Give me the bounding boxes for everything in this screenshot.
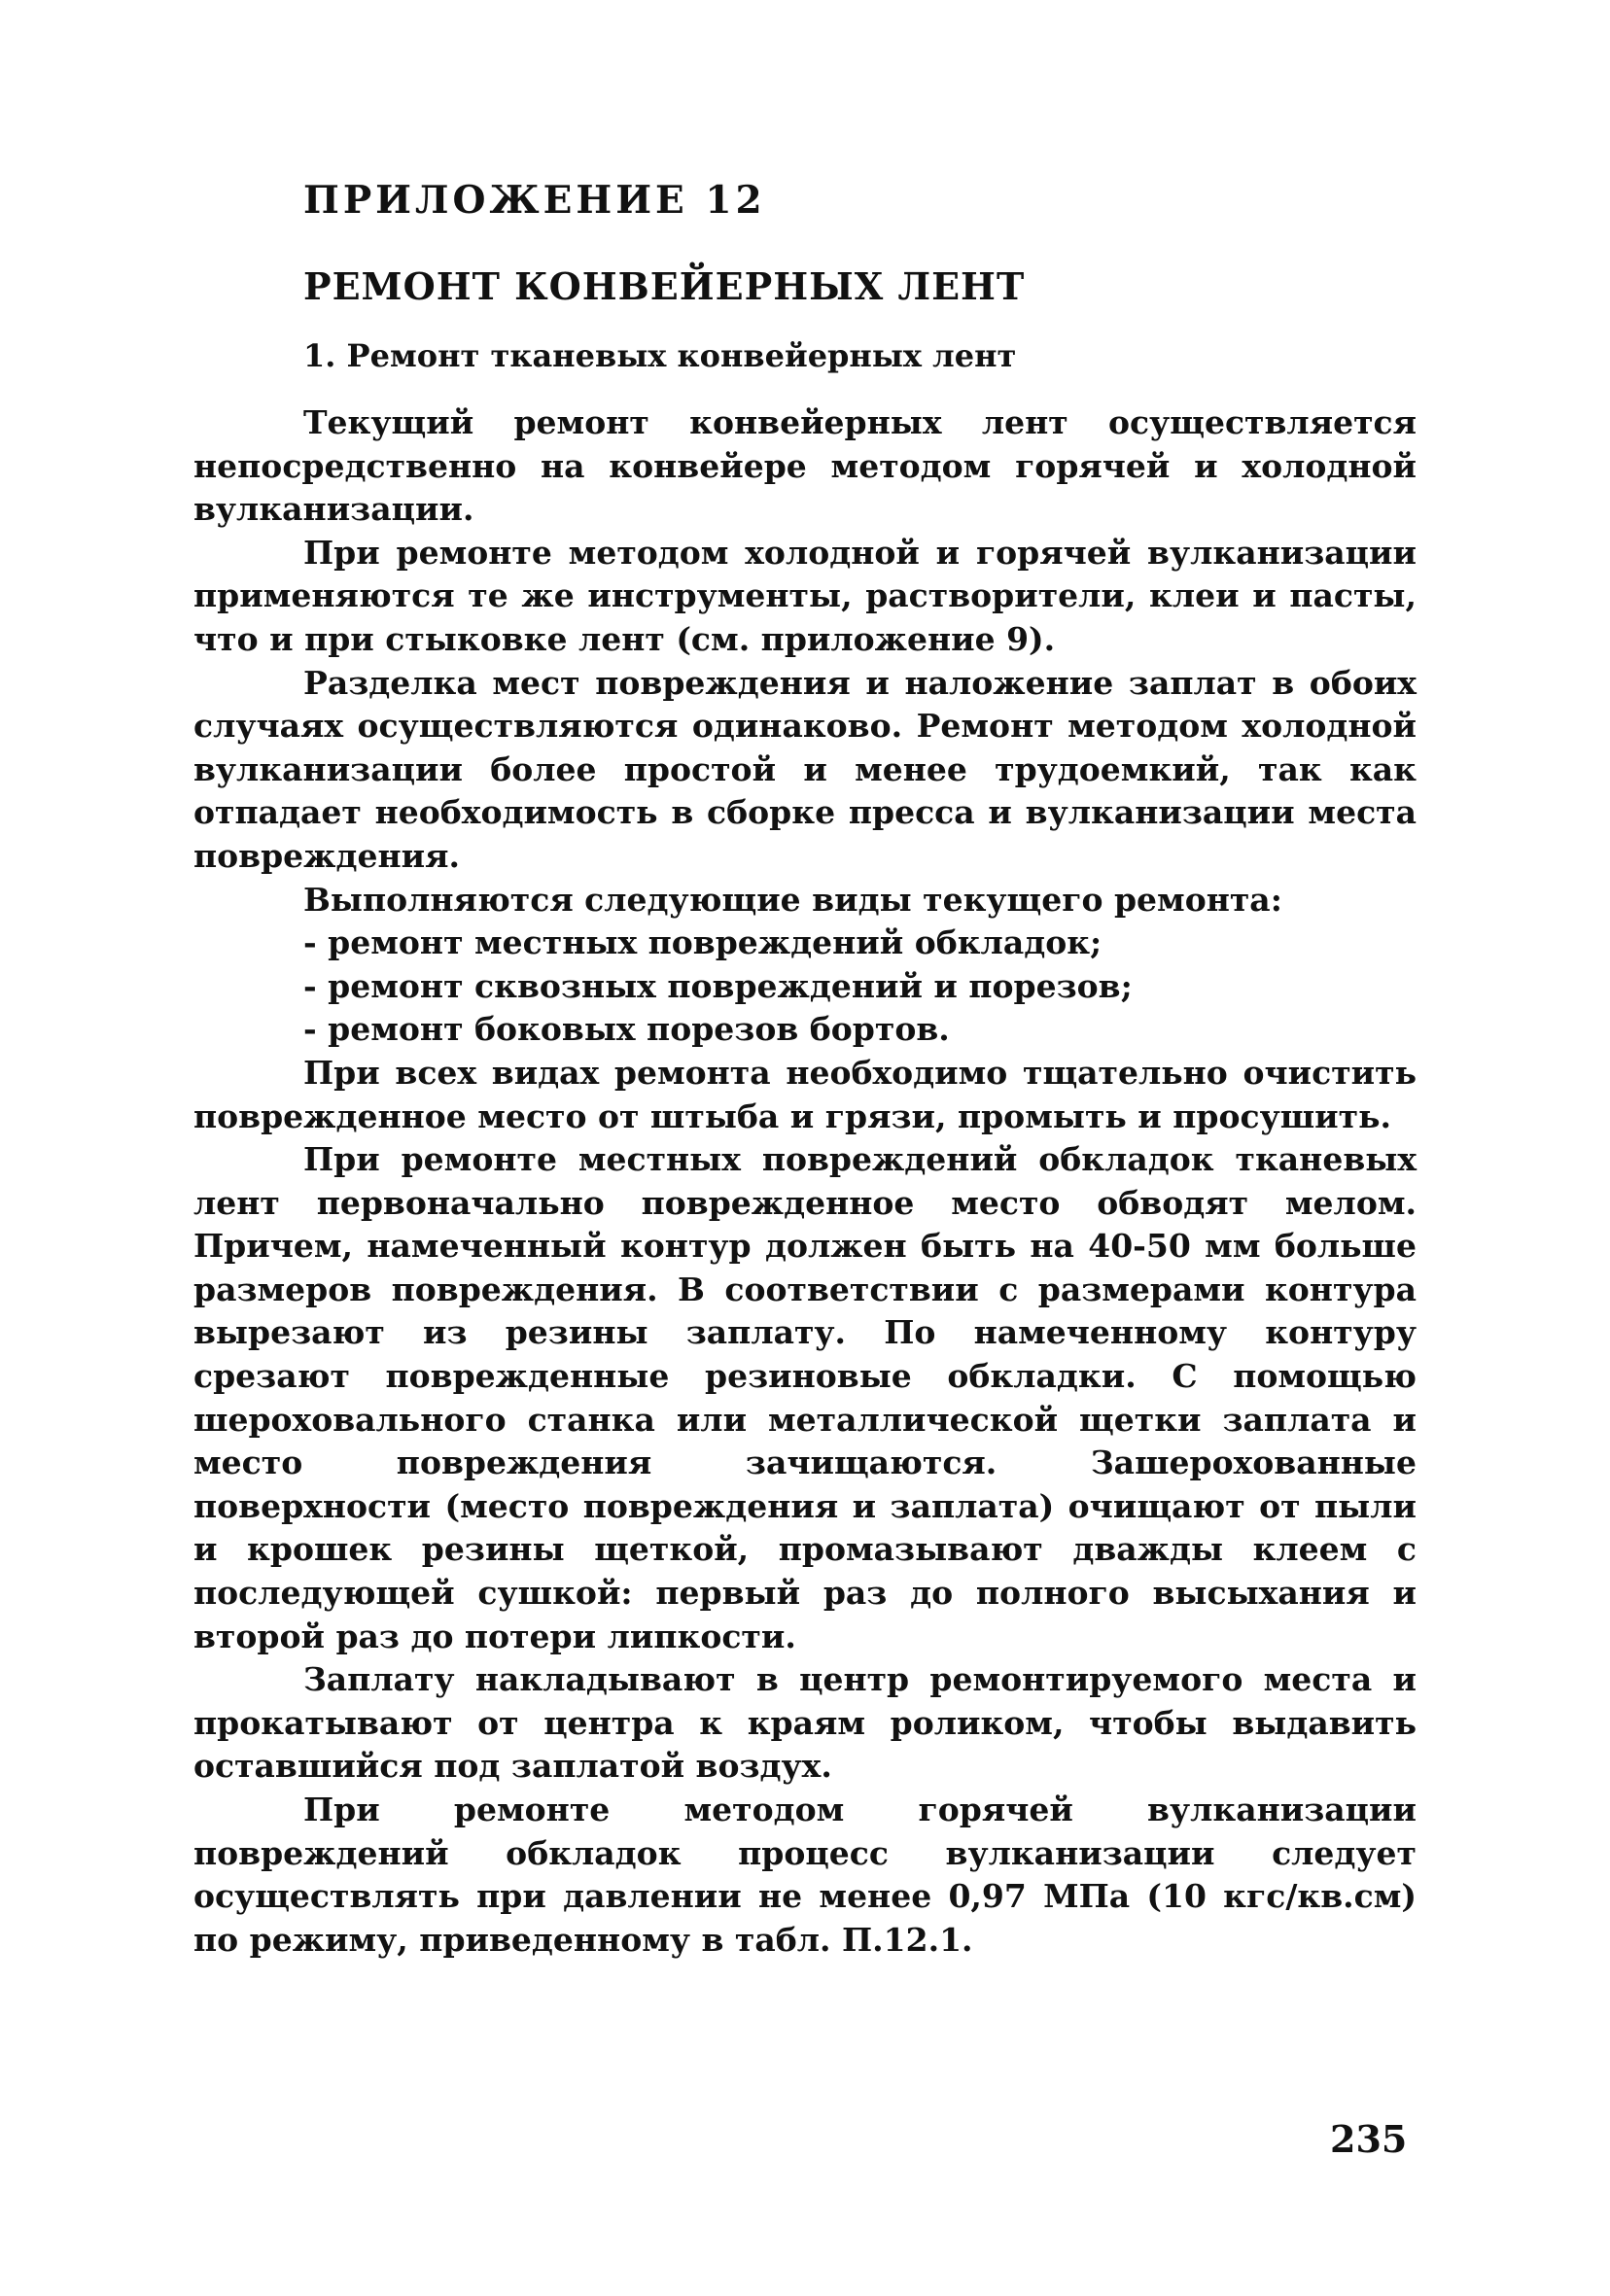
list-item: - ремонт местных повреждений обкладок;	[303, 923, 1102, 962]
page-number: 235	[1330, 2117, 1408, 2161]
appendix-title: ПРИЛОЖЕНИЕ 12	[303, 178, 766, 223]
list-item: - ремонт сквозных повреждений и порезов;	[303, 966, 1133, 1005]
list-item: - ремонт боковых порезов бортов.	[303, 1010, 950, 1049]
paragraph-patch-rolling: Заплату накладывают в центр ремонтируемого места и прокатывают от центра к краям роликом, чтобы выдавить оставшийся под заплатой воздух.	[193, 1660, 1417, 1786]
body-text	[193, 401, 1417, 1962]
section-title: 1. Ремонт тканевых конвейерных лент	[303, 337, 1017, 374]
paragraph-tools: При ремонте методом холодной и горячей вулканизации применяются те же инструменты, растворители, клеи и пасты, что и при стыковке лент (см. приложение 9).	[193, 533, 1417, 658]
paragraph-local-damage-repair: При ремонте местных повреждений обкладок тканевых лент первоначально поврежденное место обводят мелом. Причем, намеченный контур должен быть на 40-50 мм больше размеров повреждения. В соответствии с размерами контура вырезают из резины заплату. По намеченному контуру срезают поврежденные резиновые обкладки. С помощью шероховального станка или металлической щетки заплата и место повреждения зачищаются. Зашерохованные поверхности (место повреждения и заплата) очищают от пыли и крошек резины щеткой, промазывают дважды клеем с последующей сушкой: первый раз до полного высыхания и второй раз до потери липкости.	[193, 1140, 1417, 1655]
chapter-title: РЕМОНТ КОНВЕЙЕРНЫХ ЛЕНТ	[303, 264, 1026, 308]
paragraph-hot-vulcanization: При ремонте методом горячей вулканизации повреждений обкладок процесс вулканизации следует осуществлять при давлении не менее 0,97 МПа (10 кгс/кв.см) по режиму, приведенному в табл. П.12.1.	[193, 1791, 1417, 1959]
paragraph-cleaning: При всех видах ремонта необходимо тщательно очистить поврежденное место от штыба и грязи, промыть и просушить.	[193, 1053, 1417, 1135]
paragraph-repair-types-intro: Выполняются следующие виды текущего ремонта:	[303, 880, 1282, 919]
paragraph-damage-preparation: Разделка мест повреждения и наложение заплат в обоих случаях осуществляются одинаково. Ремонт методом холодной вулканизации более простой и менее трудоемкий, так как отпадает необходимость в сборке пресса и вулканизации места повреждения.	[193, 663, 1417, 875]
paragraph-current-repair: Текущий ремонт конвейерных лент осуществляется непосредственно на конвейере методом горячей и холодной вулканизации.	[193, 403, 1417, 529]
